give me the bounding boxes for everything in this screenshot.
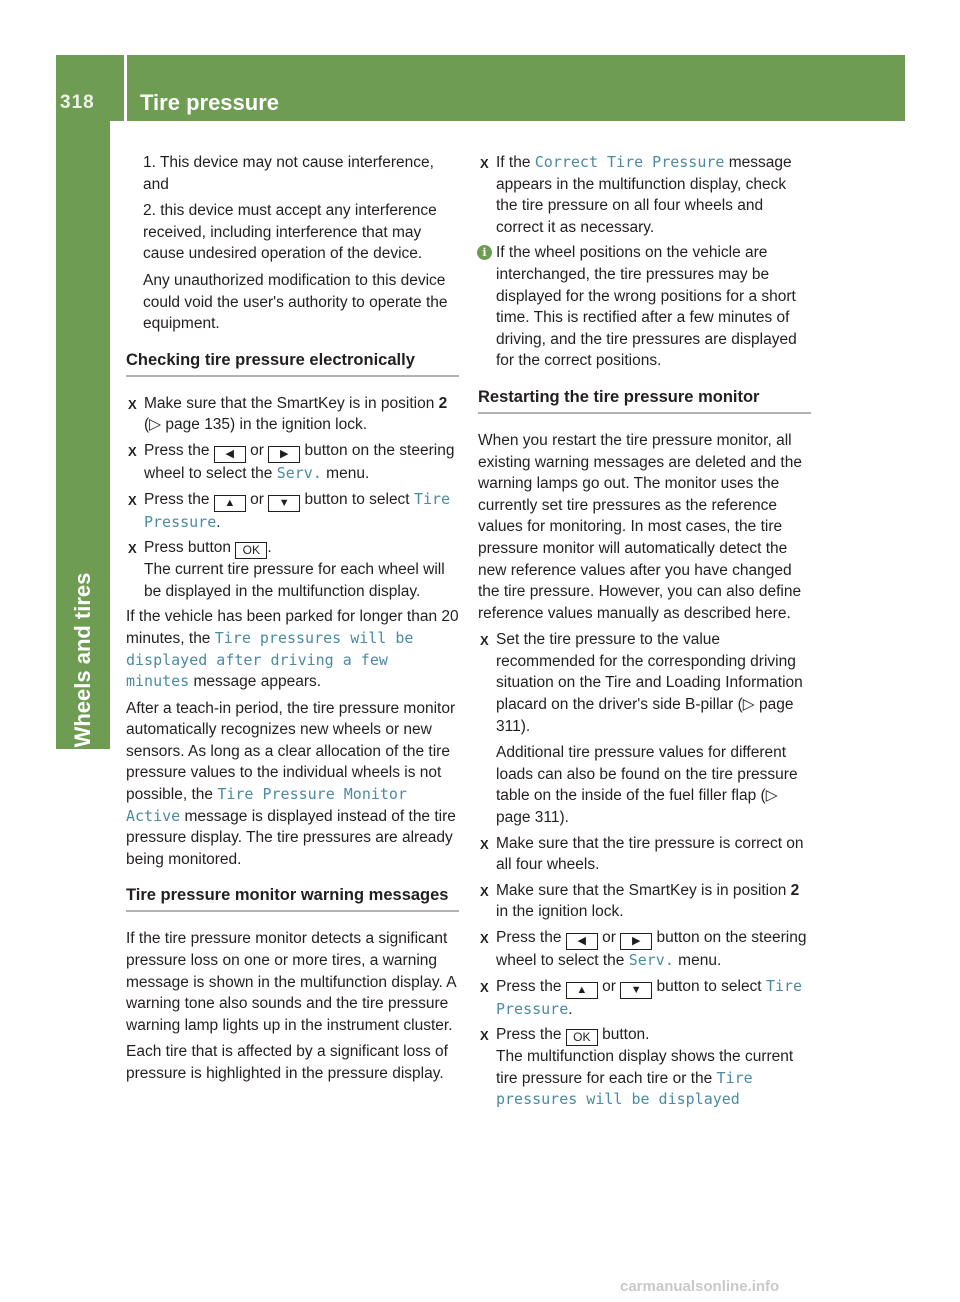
step-text: .: [568, 1000, 573, 1018]
step-text: or: [245, 490, 269, 508]
body-text: If the vehicle has been parked for longer than 20 minutes, the: [126, 608, 459, 647]
step-text: button on the steering wheel to select the: [144, 441, 455, 482]
left-arrow-key-icon: ◀: [214, 446, 246, 463]
step-text: Additional tire pressure values for different loads can also be found on the tire pressure table on the inside of the fuel filler flap (: [496, 744, 798, 805]
step-text: .: [216, 513, 221, 531]
page-reference[interactable]: page 311).: [496, 809, 569, 827]
step-text: (: [144, 416, 150, 434]
right-arrow-key-icon: ▶: [268, 446, 300, 463]
display-message: Serv.: [276, 463, 322, 482]
intro-paragraph-1: 1. This device may not cause interference, and: [143, 154, 434, 193]
body-paragraph: [126, 698, 459, 871]
page-reference[interactable]: page 311).: [496, 696, 794, 735]
page-number: 318: [60, 92, 95, 113]
step-arrow-icon: X: [480, 156, 489, 171]
page-reference[interactable]: page 135) in the ignition lock.: [161, 416, 368, 434]
step-text: menu.: [673, 952, 722, 969]
step-arrow-icon: X: [480, 633, 489, 649]
step-text: Press the: [496, 929, 566, 946]
step-text: button on the steering wheel to select the: [496, 929, 807, 969]
position-number: 2: [438, 394, 448, 412]
step-text: button to select: [300, 490, 414, 508]
info-text: If the wheel positions on the vehicle are interchanged, the tire pressures may be displayed for the wrong positions for a short time. This is rectified after a few minutes of driving, and the tire pressures are displayed for the correct positions.: [496, 244, 797, 370]
down-arrow-key-icon: ▼: [268, 495, 300, 512]
display-message: Tire pressures will be displayed after driving a few minutes: [126, 628, 414, 691]
instruction-step: [478, 927, 811, 972]
step-text: button.: [597, 1026, 650, 1044]
intro-paragraph-3: Any unauthorized modification to this device could void the user's authority to operate the equipment.: [143, 271, 448, 333]
step-arrow-icon: X: [128, 541, 137, 557]
info-icon: i: [477, 245, 492, 260]
step-text: Press the: [144, 441, 214, 459]
step-text: button to select: [652, 977, 766, 995]
step-text: Make sure that the tire pressure is correct on all four wheels.: [496, 834, 804, 874]
step-text: Set the tire pressure to the value recommended for the corresponding driving situation on the Tire and Loading Information placard on the driver's side B-pillar (: [496, 631, 803, 714]
body-paragraph: [126, 606, 459, 692]
up-arrow-key-icon: ▲: [214, 495, 246, 512]
step-arrow-icon: X: [128, 492, 137, 508]
instruction-step: [478, 833, 811, 876]
intro-paragraph-2: 2. this device must accept any interference received, including interference that may cause undesired operation of the device.: [143, 202, 437, 263]
instruction-step: [126, 393, 459, 436]
instruction-step: [478, 880, 811, 923]
body-paragraph: Each tire that is affected by a significant loss of pressure is highlighted in the pressure display.: [126, 1043, 448, 1082]
page-title: Tire pressure: [140, 90, 280, 115]
body-text: message is displayed instead of the tire pressure display. The tire pressures are already being monitored.: [126, 807, 456, 868]
step-text: .: [267, 539, 272, 557]
display-message: Correct Tire Pressure: [534, 153, 725, 171]
page-ref-icon: ▷: [765, 787, 778, 805]
section-heading: Checking tire pressure electronically: [126, 349, 459, 377]
right-arrow-key-icon: ▶: [620, 933, 652, 950]
step-text: or: [597, 929, 621, 946]
step-text: or: [245, 441, 269, 459]
instruction-step: [478, 629, 811, 828]
info-note: [478, 242, 811, 372]
section-heading: Restarting the tire pressure monitor: [478, 386, 811, 414]
step-result: The current tire pressure for each wheel will be displayed in the multifunction display.: [144, 561, 445, 600]
right-column: [478, 152, 811, 1115]
step-text: Press the: [496, 1026, 566, 1044]
step-arrow-icon: X: [480, 836, 489, 852]
ok-key-icon: OK: [566, 1029, 598, 1046]
step-note: [496, 742, 811, 828]
step-arrow-icon: X: [480, 979, 489, 995]
step-arrow-icon: X: [128, 443, 137, 459]
display-message: Tire pressures will be displayed: [496, 1068, 753, 1109]
up-arrow-key-icon: ▲: [566, 982, 598, 999]
display-message: Tire Pressure: [144, 489, 451, 531]
down-arrow-key-icon: ▼: [620, 982, 652, 999]
instruction-step: [126, 537, 459, 602]
page-ref-icon: ▷: [742, 696, 755, 714]
instruction-step: [478, 976, 811, 1021]
step-arrow-icon: X: [128, 396, 137, 412]
left-arrow-key-icon: ◀: [566, 933, 598, 950]
section-heading: Tire pressure monitor warning messages: [126, 884, 459, 912]
instruction-step: [478, 152, 811, 238]
display-message: Serv.: [628, 951, 674, 969]
step-text: Make sure that the SmartKey is in position: [496, 881, 791, 899]
page-ref-icon: ▷: [149, 416, 162, 434]
watermark: carmanualsonline.info: [620, 1278, 780, 1295]
body-text: message appears.: [189, 673, 322, 691]
instruction-step: [478, 1024, 811, 1111]
step-arrow-icon: X: [480, 1028, 489, 1044]
body-paragraph: If the tire pressure monitor detects a significant pressure loss on one or more tires, a warning message is shown in the multifunction display. A warning tone also sounds and the tire pressure warning lamp lights up in the instrument cluster.: [126, 930, 456, 1034]
step-arrow-icon: X: [480, 931, 489, 946]
step-text: or: [597, 977, 621, 995]
step-result: The multifunction display shows the current tire pressure for each tire or the: [496, 1048, 794, 1087]
step-text: in the ignition lock.: [496, 903, 624, 921]
step-text: Make sure that the SmartKey is in position: [144, 394, 439, 412]
body-text: After a teach-in period, the tire pressure monitor automatically recognizes new wheels or new sensors. As long as a clear allocation of the tire pressure values to the individual wheels is not possible, the: [126, 699, 456, 804]
position-number: 2: [790, 881, 800, 899]
section-tab-label: Wheels and tires: [70, 572, 95, 748]
step-text: Press the: [144, 490, 214, 508]
display-message: Tire Pressure: [496, 976, 803, 1018]
step-text: If the: [496, 154, 535, 171]
body-paragraph: When you restart the tire pressure monitor, all existing warning messages are deleted and the warning lamps go out. The monitor uses the currently set tire pressures as the reference values for monitoring. In most cases, the tire pressure monitor will automatically detect the new reference values after you have changed the tire pressure. However, you can also define reference values manually as described here.: [478, 431, 802, 622]
left-column: [126, 152, 459, 1090]
ok-key-icon: OK: [235, 542, 267, 559]
display-message: Tire Pressure Monitor Active: [126, 785, 407, 825]
step-text: message appears in the multifunction display, check the tire pressure on all four wheels and correct it as necessary.: [496, 154, 792, 236]
header-separator: [124, 55, 127, 121]
step-text: Press button: [144, 539, 236, 557]
step-arrow-icon: X: [480, 883, 489, 899]
instruction-step: [126, 440, 459, 485]
step-text: Press the: [496, 977, 566, 995]
step-text: menu.: [321, 464, 370, 482]
instruction-step: [126, 489, 459, 534]
